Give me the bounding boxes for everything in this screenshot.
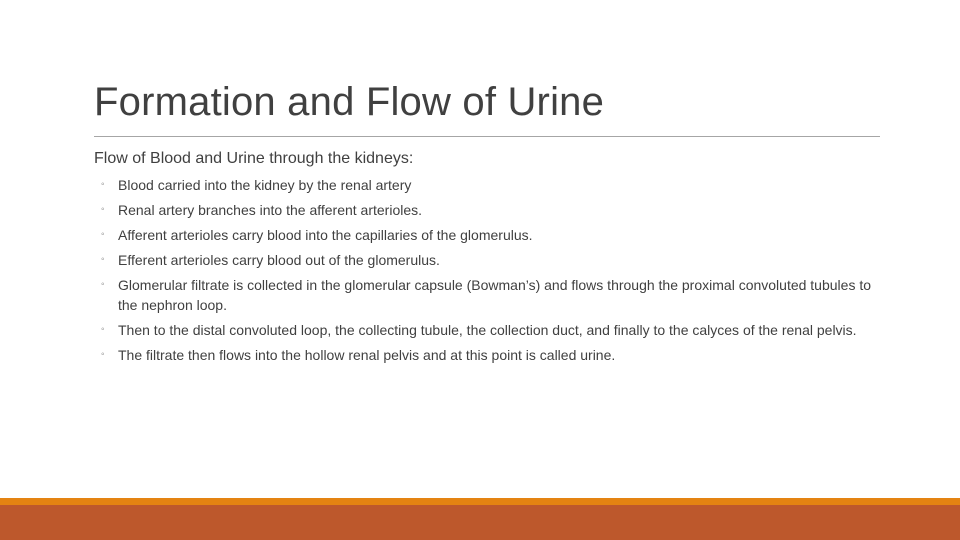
- bullet-item: [94, 320, 880, 340]
- bullet-circle-icon: ◦: [101, 324, 105, 335]
- footer-accent-line: [0, 498, 960, 505]
- bullet-text: Blood carried into the kidney by the renal artery: [118, 177, 412, 193]
- lead-text: Flow of Blood and Urine through the kidneys:: [94, 150, 414, 167]
- bullet-text: Efferent arterioles carry blood out of the glomerulus.: [118, 252, 440, 268]
- title-divider: [94, 136, 880, 137]
- bullet-item: [94, 345, 880, 365]
- bullet-text: The filtrate then flows into the hollow renal pelvis and at this point is called urine.: [118, 347, 616, 363]
- bullet-circle-icon: ◦: [101, 349, 105, 360]
- slide-title: Formation and Flow of Urine: [94, 80, 605, 124]
- bullet-item: [94, 275, 880, 315]
- bullet-circle-icon: ◦: [101, 229, 105, 240]
- bullet-circle-icon: ◦: [101, 279, 105, 290]
- bullet-circle-icon: ◦: [101, 179, 105, 190]
- bullet-item: [94, 200, 880, 220]
- bullet-item: [94, 225, 880, 245]
- bullet-list: [94, 175, 880, 370]
- bullet-text: Renal artery branches into the afferent arterioles.: [118, 202, 423, 218]
- bullet-item: [94, 250, 880, 270]
- bullet-text: Afferent arterioles carry blood into the capillaries of the glomerulus.: [118, 227, 533, 243]
- bullet-item: [94, 175, 880, 195]
- bullet-text: Glomerular filtrate is collected in the glomerular capsule (Bowman’s) and flows through the proximal convoluted tubules to the nephron loop.: [118, 277, 872, 313]
- footer-bar: [0, 505, 960, 540]
- bullet-circle-icon: ◦: [101, 204, 105, 215]
- bullet-text: Then to the distal convoluted loop, the collecting tubule, the collection duct, and finally to the calyces of the renal pelvis.: [118, 322, 857, 338]
- bullet-circle-icon: ◦: [101, 254, 105, 265]
